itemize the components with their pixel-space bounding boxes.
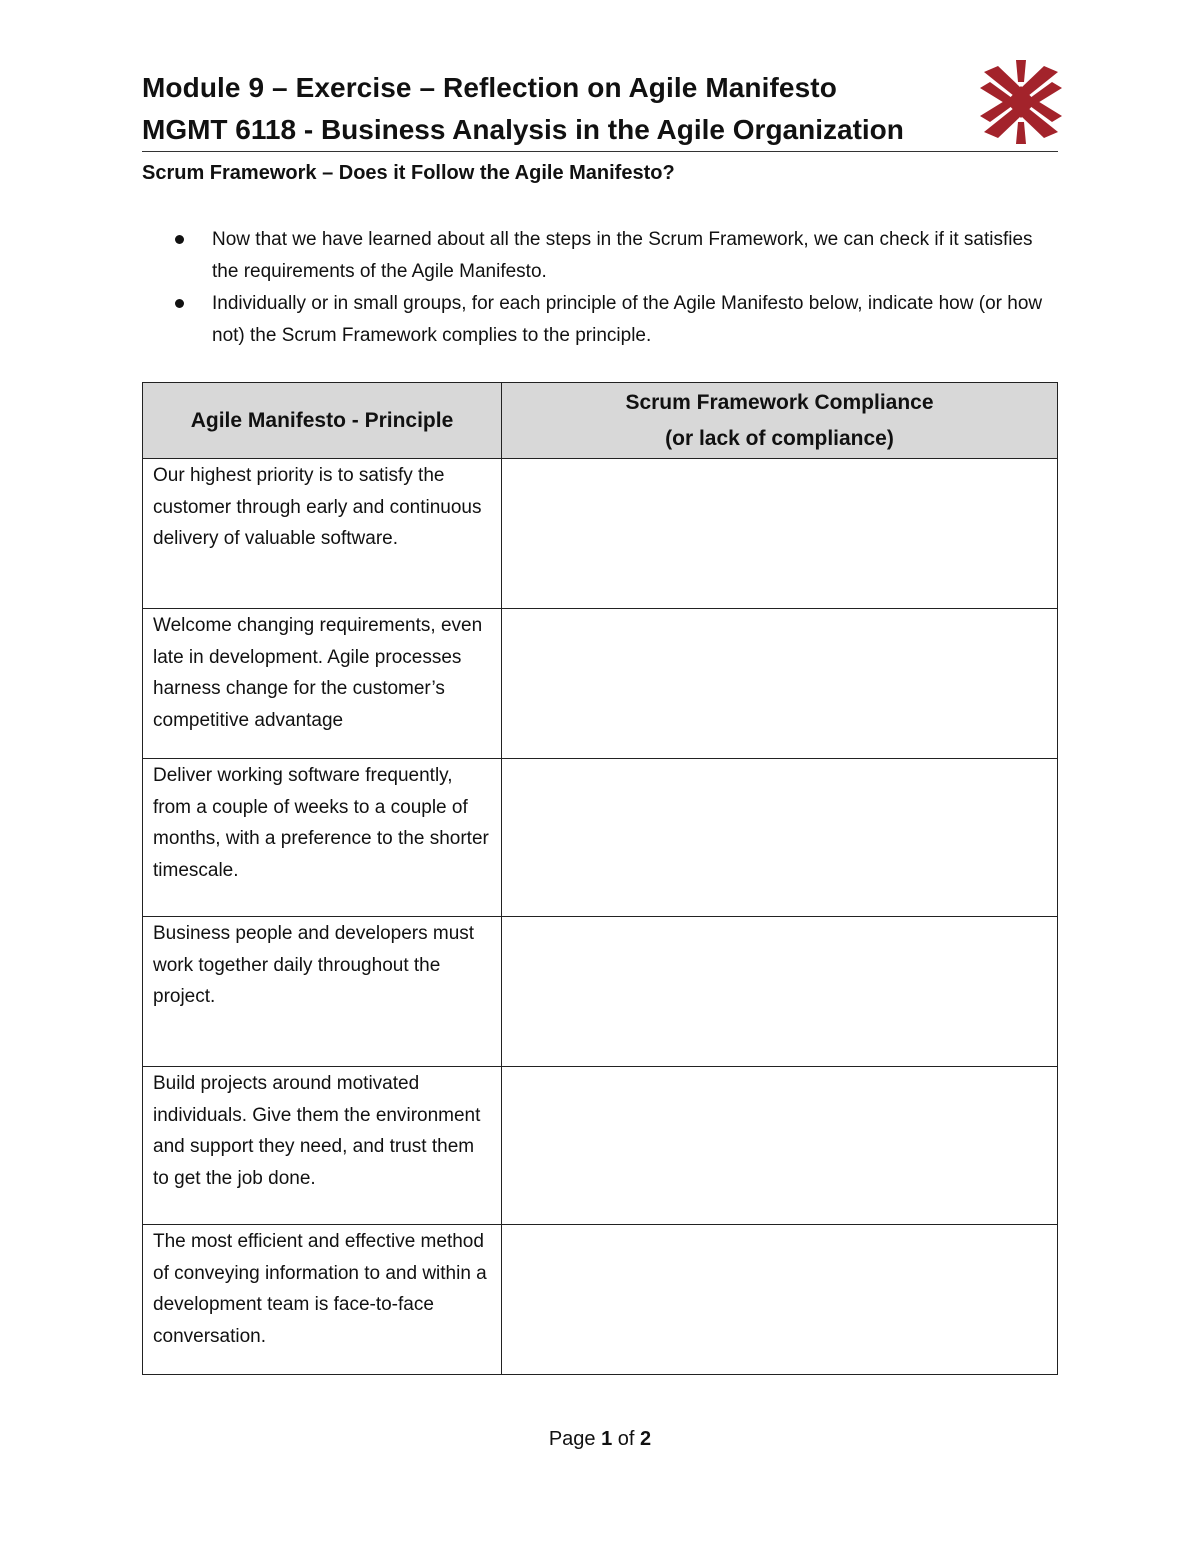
- compliance-cell[interactable]: [502, 759, 1058, 917]
- table-row: [143, 459, 1058, 609]
- page-total: 2: [640, 1428, 652, 1450]
- instruction-item: [142, 224, 1062, 288]
- table-row: [143, 759, 1058, 917]
- bullet-icon: [175, 235, 184, 244]
- principle-cell: Our highest priority is to satisfy the customer through early and continuous delivery of valuable software.: [143, 459, 502, 609]
- header-compliance: [502, 383, 1058, 459]
- instruction-text: Individually or in small groups, for each principle of the Agile Manifesto below, indicate how (or how not) the Scrum Framework complies to the principle.: [212, 293, 1043, 346]
- college-logo-icon: [976, 58, 1066, 146]
- principle-cell: Business people and developers must work together daily throughout the project.: [143, 917, 502, 1067]
- bullet-icon: [175, 299, 184, 308]
- table-row: [143, 917, 1058, 1067]
- compliance-cell[interactable]: [502, 459, 1058, 609]
- principle-cell: Build projects around motivated individuals. Give them the environment and support they need, and trust them to get the job done.: [143, 1067, 502, 1225]
- principle-cell: Deliver working software frequently, from a couple of weeks to a couple of months, with a preference to the shorter timescale.: [143, 759, 502, 917]
- course-title: MGMT 6118 - Business Analysis in the Agile Organization: [142, 114, 904, 145]
- principles-table: [142, 382, 1058, 1375]
- page-of: of: [617, 1428, 635, 1450]
- table-row: [143, 609, 1058, 759]
- page-label: Page: [548, 1428, 596, 1450]
- instruction-item: [142, 288, 1062, 352]
- table-row: [143, 1067, 1058, 1225]
- table-row: [143, 1225, 1058, 1375]
- document-title: Module 9 – Exercise – Reflection on Agile Manifesto: [142, 72, 837, 103]
- section-subtitle: Scrum Framework – Does it Follow the Agile Manifesto?: [142, 162, 675, 184]
- table-header-row: [143, 383, 1058, 459]
- principle-cell: Welcome changing requirements, even late in development. Agile processes harness change for the customer’s competitive advantage: [143, 609, 502, 759]
- header-divider: [142, 151, 1058, 152]
- compliance-cell[interactable]: [502, 1225, 1058, 1375]
- instruction-text: Now that we have learned about all the steps in the Scrum Framework, we can check if it satisfies the requirements of the Agile Manifesto.: [212, 229, 1033, 282]
- principle-cell: The most efficient and effective method of conveying information to and within a development team is face-to-face conversation.: [143, 1225, 502, 1375]
- page-footer: [0, 1428, 1200, 1451]
- page-current: 1: [601, 1428, 613, 1450]
- header-compliance-line1: Scrum Framework Compliance: [625, 390, 934, 414]
- header-principle: Agile Manifesto - Principle: [143, 383, 502, 459]
- instruction-list: [142, 224, 1062, 352]
- header-compliance-line2: (or lack of compliance): [665, 426, 894, 450]
- compliance-cell[interactable]: [502, 1067, 1058, 1225]
- compliance-cell[interactable]: [502, 609, 1058, 759]
- compliance-cell[interactable]: [502, 917, 1058, 1067]
